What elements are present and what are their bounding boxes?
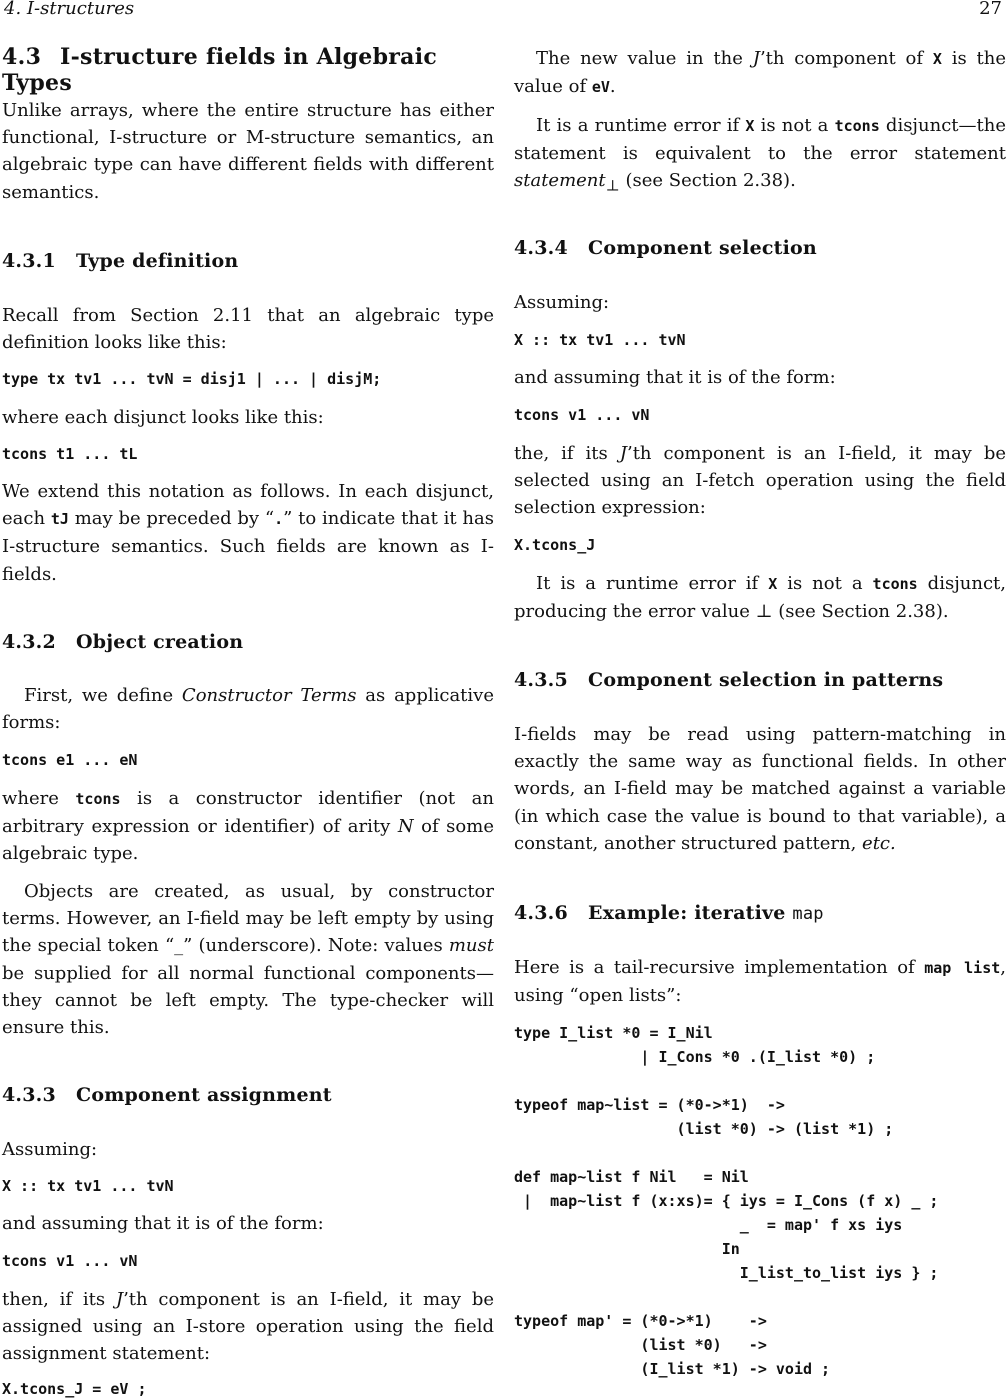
paragraph: where tcons is a constructor identifier (not an arbitrary expression or identifier) of arity N of some algebraic type. (2, 788, 494, 865)
subsection-heading-4-3-4: 4.3.4 Component selection (514, 237, 817, 259)
subsection-heading-4-3-5: 4.3.5 Component selection in patterns (514, 669, 944, 691)
code-line: X :: tx tv1 ... tvN (514, 331, 686, 349)
paragraph: where each disjunct looks like this: (2, 407, 324, 428)
paragraph: and assuming that it is of the form: (514, 367, 836, 388)
code-line: X.tcons_J = eV ; (2, 1380, 147, 1398)
paragraph: It is a runtime error if X is not a tcons disjunct, producing the error value ⊥ (see Section 2.38). (514, 573, 1007, 623)
paragraph: It is a runtime error if X is not a tcons disjunct—the statement is equivalent to the error statement statement$_\perp$ (see Section 2.38). (514, 115, 1006, 195)
section-heading-4-3: 4.3 I-structure fields in Algebraic Types (2, 44, 438, 96)
subsection-heading-4-3-1: 4.3.1 Type definition (2, 250, 239, 272)
paragraph: Objects are created, as usual, by constructor terms. However, an I-field may be left empty by using the special token “_” (underscore). Note: values must be supplied for all normal functional components— they cannot be left empty. The type-checker will ensure this. (2, 881, 494, 1039)
code-line: tcons t1 ... tL (2, 445, 138, 463)
code-line: tcons e1 ... eN (2, 751, 138, 769)
paragraph: We extend this notation as follows. In each disjunct, each tJ may be preceded by “.” to indicate that it has I-structure semantics. Such fields are known as I-fields. (2, 481, 494, 585)
code-line: tcons v1 ... vN (514, 406, 650, 424)
subsection-heading-4-3-6: 4.3.6 Example: iterative map (514, 902, 824, 924)
paragraph: the, if its J’th component is an I-field, it may be selected using an I-fetch operation using the field selection expression: (514, 443, 1006, 519)
code-line: X :: tx tv1 ... tvN (2, 1177, 174, 1195)
paragraph: and assuming that it is of the form: (2, 1213, 324, 1234)
paragraph: Recall from Section 2.11 that an algebraic type definition looks like this: (2, 305, 494, 354)
paragraph: Assuming: (2, 1139, 98, 1160)
code-line: tcons v1 ... vN (2, 1252, 138, 1270)
paragraph: Here is a tail-recursive implementation of map list, using “open lists”: (514, 957, 1006, 1007)
paragraph: Assuming: (514, 292, 610, 313)
code-line: type tx tv1 ... tvN = disj1 | ... | disjM; (2, 370, 382, 388)
paragraph: The new value in the J’th component of X is the value of eV. (514, 48, 1006, 98)
paragraph: First, we define Constructor Terms as applicative forms: (2, 685, 494, 734)
section-4-3-intro: Unlike arrays, where the entire structure has either functional, I-structure or M-structure semantics, an algebraic type can have different fields with different semantics. (2, 100, 494, 203)
subsection-heading-4-3-2: 4.3.2 Object creation (2, 631, 244, 653)
running-header (0, 0, 1008, 24)
subsection-heading-4-3-3: 4.3.3 Component assignment (2, 1084, 332, 1106)
code-block: type I_list *0 = I_Nil | I_Cons *0 .(I_list *0) ; typeof map~list = (*0->*1) -> (list *0) -> (list *1) ; def map~list f Nil = Nil | map~list f (x:xs)= { iys = I_Cons (f x) _ ; _ = map' f xs iys In I_list_to_list iys } ; typeof map' = (*0->*1) -> (list *0) -> (I_list *1) -> void ; (514, 1024, 939, 1378)
code-line: X.tcons_J (514, 536, 596, 554)
page-number: 27 (979, 0, 1002, 19)
paragraph: then, if its J’th component is an I-field, it may be assigned using an I-store operation using the field assignment statement: (2, 1289, 494, 1365)
paragraph: I-fields may be read using pattern-matching in exactly the same way as functional fields. In other words, an I-field may be matched against a variable (in which case the value is bound to that variable), a constant, another structured pattern, etc. (514, 724, 1006, 854)
chapter-title: 4. I-structures (4, 0, 135, 19)
